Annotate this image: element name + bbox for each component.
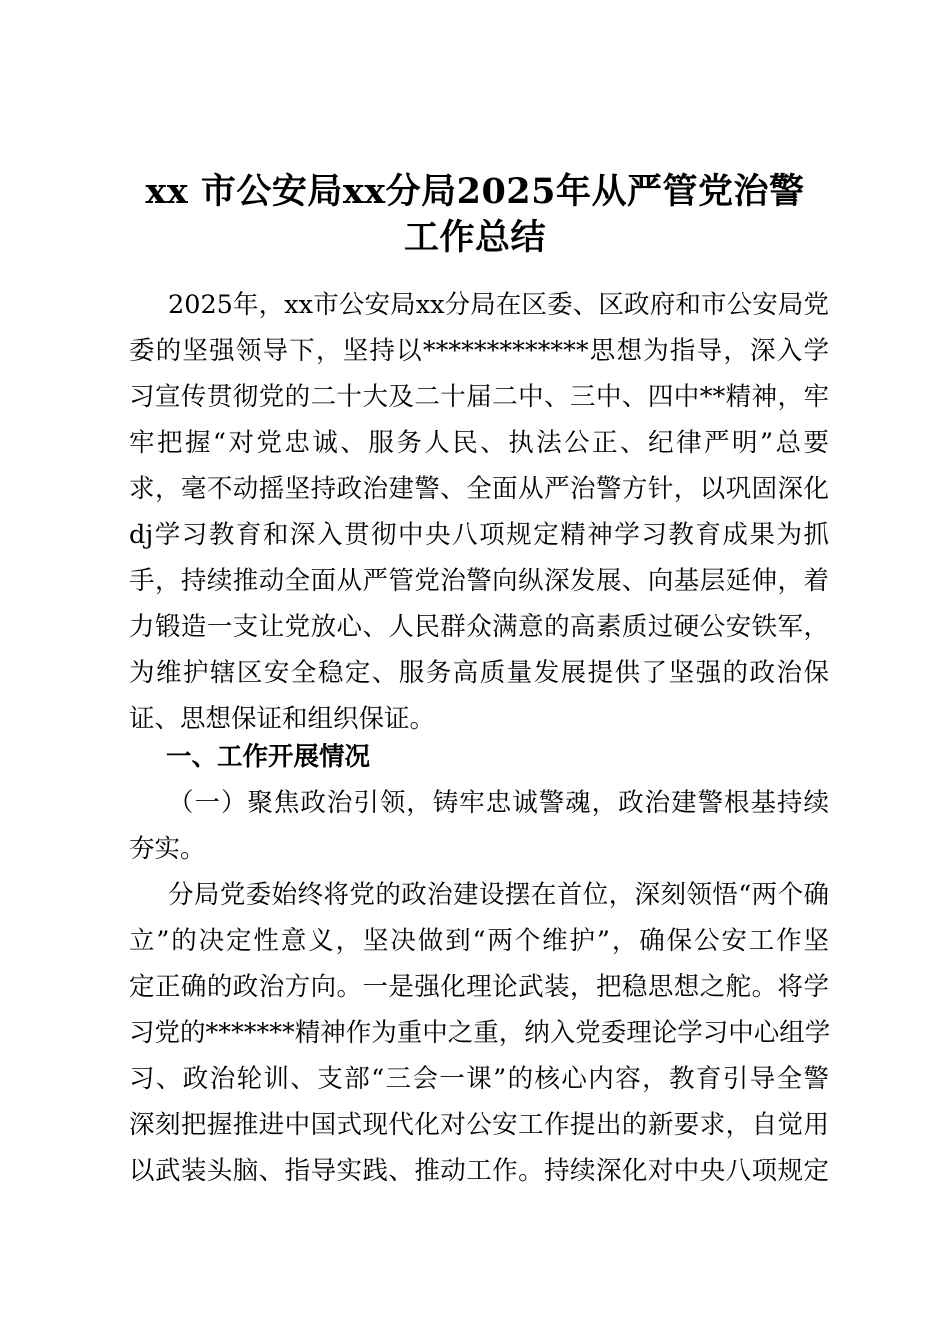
intro-line: 牢把握“对党忠诚、服务人民、执法公正、纪律严明”总要 — [129, 428, 829, 458]
intro-line: 2025年，xx市公安局xx分局在区委、区政府和市公安局党 — [168, 290, 829, 320]
intro-line: 习宣传贯彻党的二十大及二十届二中、三中、四中**精神，牢 — [129, 382, 829, 412]
document-title-line-2: 工作总结 — [403, 217, 546, 258]
subsection-heading-line: 夯实。 — [129, 834, 206, 864]
body-line: 立”的决定性意义，坚决做到“两个维护”，确保公安工作坚 — [129, 926, 829, 956]
intro-line: 手，持续推动全面从严管党治警向纵深发展、向基层延伸，着 — [129, 566, 829, 596]
document-title-line-1: xx 市公安局xx分局2025年从严管党治警 — [145, 171, 805, 212]
body-line: 习党的*******精神作为重中之重，纳入党委理论学习中心组学 — [129, 1018, 831, 1048]
intro-line: 求，毫不动摇坚持政治建警、全面从严治警方针，以巩固深化 — [129, 474, 829, 504]
intro-line: dj学习教育和深入贯彻中央八项规定精神学习教育成果为抓 — [129, 520, 829, 550]
intro-line: 力锻造一支让党放心、人民群众满意的高素质过硬公安铁军， — [129, 612, 829, 642]
section-heading: 一、工作开展情况 — [166, 742, 371, 772]
intro-line: 为维护辖区安全稳定、服务高质量发展提供了坚强的政治保 — [129, 658, 829, 688]
body-line: 深刻把握推进中国式现代化对公安工作提出的新要求，自觉用 — [129, 1110, 829, 1140]
body-line: 分局党委始终将党的政治建设摆在首位，深刻领悟“两个确 — [168, 880, 829, 910]
body-line: 习、政治轮训、支部“三会一课”的核心内容，教育引导全警 — [129, 1064, 829, 1094]
body-line: 以武装头脑、指导实践、推动工作。持续深化对中央八项规定 — [129, 1156, 829, 1186]
intro-line: 证、思想保证和组织保证。 — [129, 704, 436, 734]
body-line: 定正确的政治方向。一是强化理论武装，把稳思想之舵。将学 — [129, 972, 829, 1002]
subsection-heading-line: （一）聚焦政治引领，铸牢忠诚警魂，政治建警根基持续 — [168, 788, 829, 818]
intro-line: 委的坚强领导下，坚持以*************思想为指导，深入学 — [129, 336, 829, 366]
